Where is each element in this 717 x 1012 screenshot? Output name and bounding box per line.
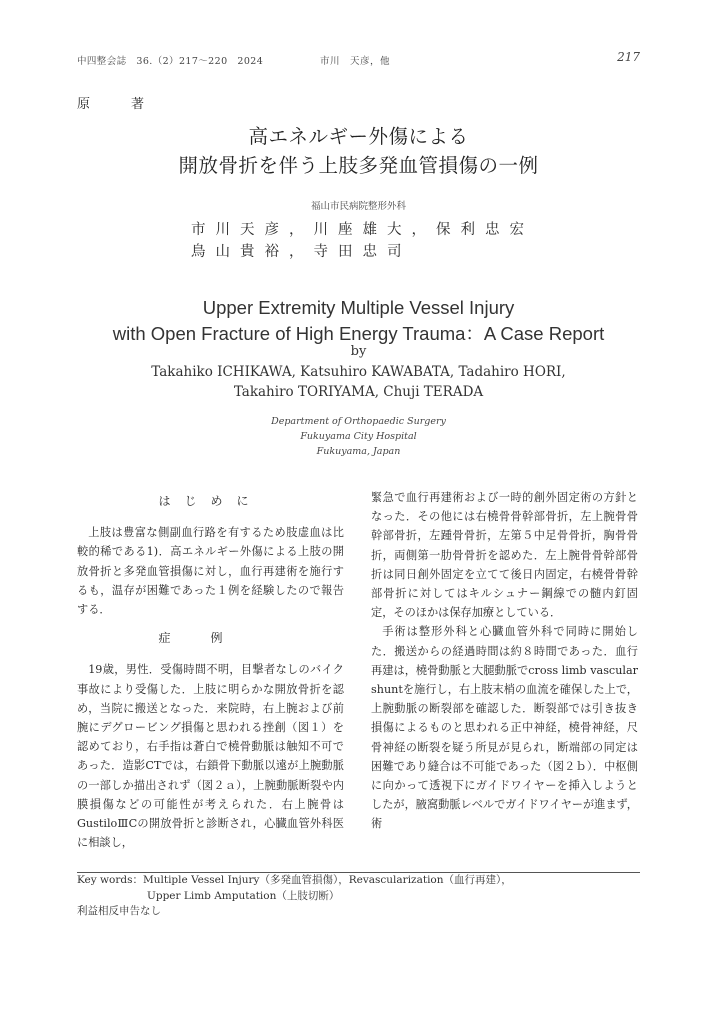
running-author: 市川 天彦，他 [320, 56, 391, 67]
japanese-title-line1: 高エネルギー外傷による [248, 125, 469, 148]
japanese-authors [191, 219, 534, 263]
article-type-label: 原 著 [77, 97, 159, 112]
english-affiliation-hospital: Fukuyama City Hospital [300, 431, 417, 442]
body-column-left [77, 488, 344, 852]
english-title [0, 295, 717, 347]
japanese-authors-line2: 鳥山貴裕，寺田忠司 [191, 244, 412, 260]
english-authors [0, 362, 717, 402]
case-paragraph: 19歳，男性．受傷時間不明，目撃者なしのバイク事故により受傷した．上肢に明らかな開放骨折を認め，当院に搬送となった．来院時，右上腕および前腕にデグロービング損傷と思われる挫創（図１）を認めており，右手指は蒼白で橈骨動脈は触知不可であった．造影CTでは，右鎖骨下動脈以遠が上腕動脈の一部しか描出されず（図２ａ），上腕動脈断裂や内膜損傷などの可能性が考えられた．右上腕骨はGustiloⅢCの開放骨折と診断され，心臓血管外科医に相談し， [77, 663, 344, 850]
english-by: by [350, 344, 367, 359]
japanese-title-line2: 開放骨折を伴う上肢多発血管損傷の一例 [178, 154, 539, 177]
english-title-line1: Upper Extremity Multiple Vessel Injury [202, 297, 515, 318]
english-affiliation-city: Fukuyama, Japan [316, 446, 401, 457]
keywords-line2: Upper Limb Amputation（上肢切断） [147, 889, 340, 902]
japanese-affiliation: 福山市民病院整形外科 [310, 201, 406, 212]
keywords-block [77, 873, 512, 920]
conflict-of-interest: 利益相反申告なし [77, 905, 161, 917]
english-authors-line2: Takahiro TORIYAMA, Chuji TERADA [233, 384, 484, 400]
journal-citation: 中四整会誌 36.（2）217～220 2024 [77, 56, 264, 67]
keywords-line1: Key words：Multiple Vessel Injury（多発血管損傷），Revascularization（血行再建）， [77, 874, 512, 886]
case-heading: 症例 [158, 631, 263, 646]
japanese-authors-line1: 市川天彦，川𫝶雄大，保利忠宏 [191, 222, 534, 238]
intro-heading: はじめに [158, 494, 263, 508]
english-authors-line1: Takahiko ICHIKAWA, Katsuhiro KAWABATA, Tadahiro HORI, [151, 364, 566, 380]
intro-paragraph: 上肢は豊富な側副血行路を有するため肢虚血は比較的稀である1)．高エネルギー外傷による上肢の開放骨折と多発血管損傷に対し，血行再建術を施行するも，温存が困難であった１例を経験したので報告する． [77, 526, 344, 617]
case-paragraph-continued: 緊急で血行再建術および一時的創外固定術の方針となった．その他には右橈骨骨幹部骨折，左上腕骨骨幹部骨折，左踵骨骨折，左第５中足骨骨折，胸骨骨折，両側第一肋骨骨折を認めた．左上腕骨骨幹部骨折は同日創外固定を立てて後日内固定，右橈骨骨幹部骨折に対してはキルシュナー鋼線での髄内釘固定，そのほかは保存加療としている． [371, 491, 638, 620]
english-affiliation-dept: Department of Orthopaedic Surgery [271, 416, 446, 427]
surgery-paragraph: 手術は整形外科と心臓血管外科で同時に開始した．搬送からの経過時間は約８時間であった．血行再建は，橈骨動脈と大腿動脈でcross limb vascular shuntを施行し，右上肢末梢の血流を確保した上で，上腕動脈の断裂部を確認した．断裂部では引き抜き損傷によるものと思われる正中神経，橈骨神経，尺骨神経の断裂を疑う所見が見られ，断端部の同定は困難であり縫合は不可能であった（図２ｂ）．中枢側に向かって透視下にガイドワイヤーを挿入しようとしたが，腋窩動脈レベルでガイドワイヤーが進まず，術 [371, 625, 638, 831]
page-number: 217 [617, 50, 640, 64]
japanese-title [0, 122, 717, 180]
english-title-line2: with Open Fracture of High Energy Trauma：A Case Report [112, 323, 605, 344]
body-column-right [371, 488, 638, 834]
english-affiliation [0, 414, 717, 459]
